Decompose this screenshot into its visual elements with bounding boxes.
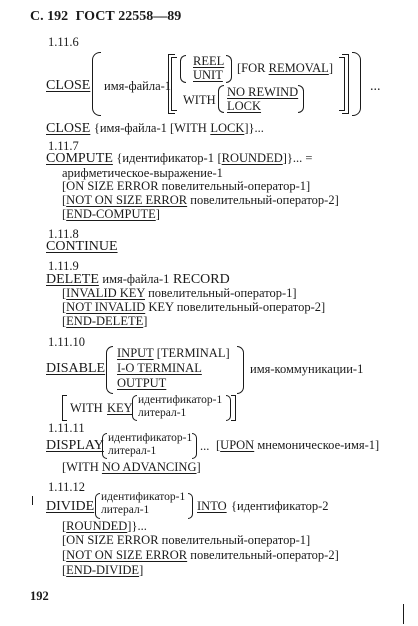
left-bracket — [171, 57, 177, 111]
for-keyword: [FOR — [237, 61, 266, 75]
rounded-line — [62, 520, 147, 533]
on-size-error-keyword: ON SIZE ERROR — [66, 533, 159, 547]
end-compute-keyword: END-COMPUTE — [66, 207, 156, 221]
arith-expression: арифметическое-выражение-1 — [62, 166, 223, 180]
with-keyword: WITH — [183, 93, 216, 107]
imperative-statement: повелительный-оператор-1] — [161, 179, 311, 193]
lock-keyword: LOCK — [227, 99, 262, 113]
right-brace — [192, 433, 197, 459]
left-brace — [102, 433, 107, 459]
tail: ]}... = — [282, 151, 313, 165]
key-keyword: KEY — [148, 300, 174, 314]
section-number: 1.11.10 — [48, 335, 86, 349]
delete-line-1 — [46, 273, 230, 287]
section-number: 1.11.6 — [48, 35, 79, 49]
right-brace — [298, 85, 304, 113]
bracket-open: [ — [62, 314, 67, 328]
bracket-open: [ — [62, 548, 67, 562]
bracket-open: [ — [62, 519, 67, 533]
removal-keyword: REMOVAL — [268, 61, 329, 75]
continue-keyword: CONTINUE — [46, 239, 118, 254]
bracket-open: [ — [62, 563, 67, 577]
end-divide-line — [62, 564, 143, 577]
section-number: 1.11.8 — [48, 227, 79, 241]
not-invalid-key-line — [62, 301, 325, 314]
right-brace — [352, 52, 361, 116]
bracket-open: [ — [62, 286, 67, 300]
end-divide-keyword: END-DIVIDE — [66, 563, 140, 577]
cd-name: имя-коммуникации-1 — [250, 362, 364, 376]
ellipsis: ... — [370, 79, 381, 94]
into-keyword: INTO — [197, 499, 227, 513]
right-bracket — [231, 395, 236, 421]
tail: ]}... — [244, 121, 264, 135]
section-number: 1.11.11 — [48, 421, 85, 435]
disable-keyword: DISABLE — [46, 361, 106, 376]
right-bracket — [342, 54, 349, 114]
bracket-close: ] — [139, 563, 144, 577]
end-delete-line — [62, 315, 147, 328]
on-size-error-line — [62, 534, 310, 547]
compute-line-1 — [46, 152, 312, 166]
ellipsis: ... — [200, 439, 210, 453]
section-number: 1.11.12 — [48, 480, 86, 494]
reel-keyword: REEL — [193, 54, 225, 68]
compute-keyword: COMPUTE — [46, 151, 113, 166]
rounded-keyword: ROUNDED — [221, 151, 283, 165]
not-invalid-keyword: NOT INVALID — [66, 300, 146, 314]
bracket-close: ] — [155, 207, 160, 221]
close-keyword: CLOSE — [46, 121, 91, 136]
terminal-keyword: [TERMINAL] — [156, 346, 230, 360]
right-brace — [226, 55, 232, 83]
close-keyword: CLOSE — [46, 78, 91, 93]
identifier: {идентификатор-2 — [231, 499, 329, 513]
output-keyword: OUTPUT — [117, 376, 167, 390]
end-compute-line — [62, 208, 160, 221]
left-brace — [92, 52, 101, 116]
left-brace — [132, 395, 137, 421]
bracket-open: [ — [62, 207, 67, 221]
right-brace — [237, 346, 244, 394]
bracket-close: ] — [328, 61, 333, 75]
margin-mark — [403, 604, 404, 624]
page-prefix: С. 192 — [30, 9, 69, 24]
no-rewind-keyword: NO REWIND — [227, 85, 299, 99]
delete-keyword: DELETE — [46, 272, 99, 287]
invalid-key-keyword: INVALID KEY — [66, 286, 145, 300]
imperative-statement: повелительный-оператор-2] — [190, 548, 339, 562]
on-size-error-line — [62, 180, 310, 193]
page-number: 192 — [30, 589, 49, 603]
with-keyword: WITH — [70, 401, 103, 415]
bracket-open: [ — [217, 151, 222, 165]
section-number: 1.11.7 — [48, 139, 79, 153]
identifier: идентификатор-1 — [138, 394, 223, 406]
bracket-open: [ — [62, 300, 67, 314]
file-name: имя-файла-1 — [104, 79, 172, 93]
rounded-keyword: ROUNDED — [66, 519, 128, 533]
io-terminal-keyword: I-O TERMINAL — [117, 361, 202, 375]
not-on-size-error-line — [62, 194, 339, 207]
right-brace — [188, 493, 193, 519]
lock-keyword: LOCK — [210, 121, 245, 135]
bracket-open: [ — [216, 438, 221, 452]
not-on-size-error-keyword: NOT ON SIZE ERROR — [66, 193, 188, 207]
literal: литерал-1 — [138, 407, 187, 419]
imperative-statement: повелительный-оператор-2] — [190, 193, 339, 207]
not-on-size-error-line — [62, 549, 339, 562]
page-header — [30, 10, 181, 24]
imperative-statement: повелительный-оператор-2] — [176, 300, 326, 314]
upon-keyword: UPON — [220, 438, 255, 452]
divide-keyword: DIVIDE — [46, 499, 95, 514]
no-advancing-keyword: NO ADVANCING — [101, 460, 197, 474]
identifier: идентификатор-1 — [101, 491, 186, 503]
file-name: имя-файла-1 — [102, 272, 170, 286]
left-brace — [106, 346, 113, 394]
unit-keyword: UNIT — [193, 68, 223, 82]
left-brace — [95, 493, 100, 519]
key-keyword: KEY — [107, 401, 133, 415]
bracket-close: ] — [196, 460, 201, 474]
bracket-open: [ — [62, 533, 67, 547]
close-alt-format — [46, 122, 264, 136]
on-size-error-keyword: ON SIZE ERROR — [66, 179, 159, 193]
file-name: {имя-файла-1 [WITH — [93, 121, 207, 135]
input-keyword: INPUT — [117, 346, 154, 360]
mnemonic-name: мнемоническое-имя-1] — [257, 438, 380, 452]
end-delete-keyword: END-DELETE — [66, 314, 144, 328]
margin-mark — [32, 496, 33, 505]
tail: ]}... — [127, 519, 147, 533]
bracket-open: [ — [62, 193, 67, 207]
left-brace — [180, 55, 186, 83]
upon-clause — [216, 439, 379, 452]
record-keyword: RECORD — [172, 272, 230, 287]
identifier: идентификатор-1 — [108, 432, 193, 444]
invalid-key-line — [62, 287, 297, 300]
imperative-statement: повелительный-оператор-1] — [148, 286, 297, 300]
with-keyword: [WITH — [62, 460, 99, 474]
identifier: {идентификатор-1 — [116, 151, 214, 165]
standard-number: ГОСТ 22558—89 — [75, 9, 182, 24]
not-on-size-error-keyword: NOT ON SIZE ERROR — [66, 548, 188, 562]
input-terminal-option — [117, 347, 230, 360]
with-no-advancing-line — [62, 461, 201, 474]
section-number: 1.11.9 — [48, 259, 79, 273]
imperative-statement: повелительный-оператор-1] — [161, 533, 311, 547]
left-brace — [218, 85, 224, 113]
for-removal-clause — [237, 62, 333, 75]
bracket-open: [ — [62, 179, 67, 193]
literal: литерал-1 — [108, 445, 157, 457]
display-keyword: DISPLAY — [46, 438, 104, 453]
bracket-close: ] — [143, 314, 148, 328]
literal: литерал-1 — [101, 504, 150, 516]
left-bracket — [62, 395, 67, 421]
